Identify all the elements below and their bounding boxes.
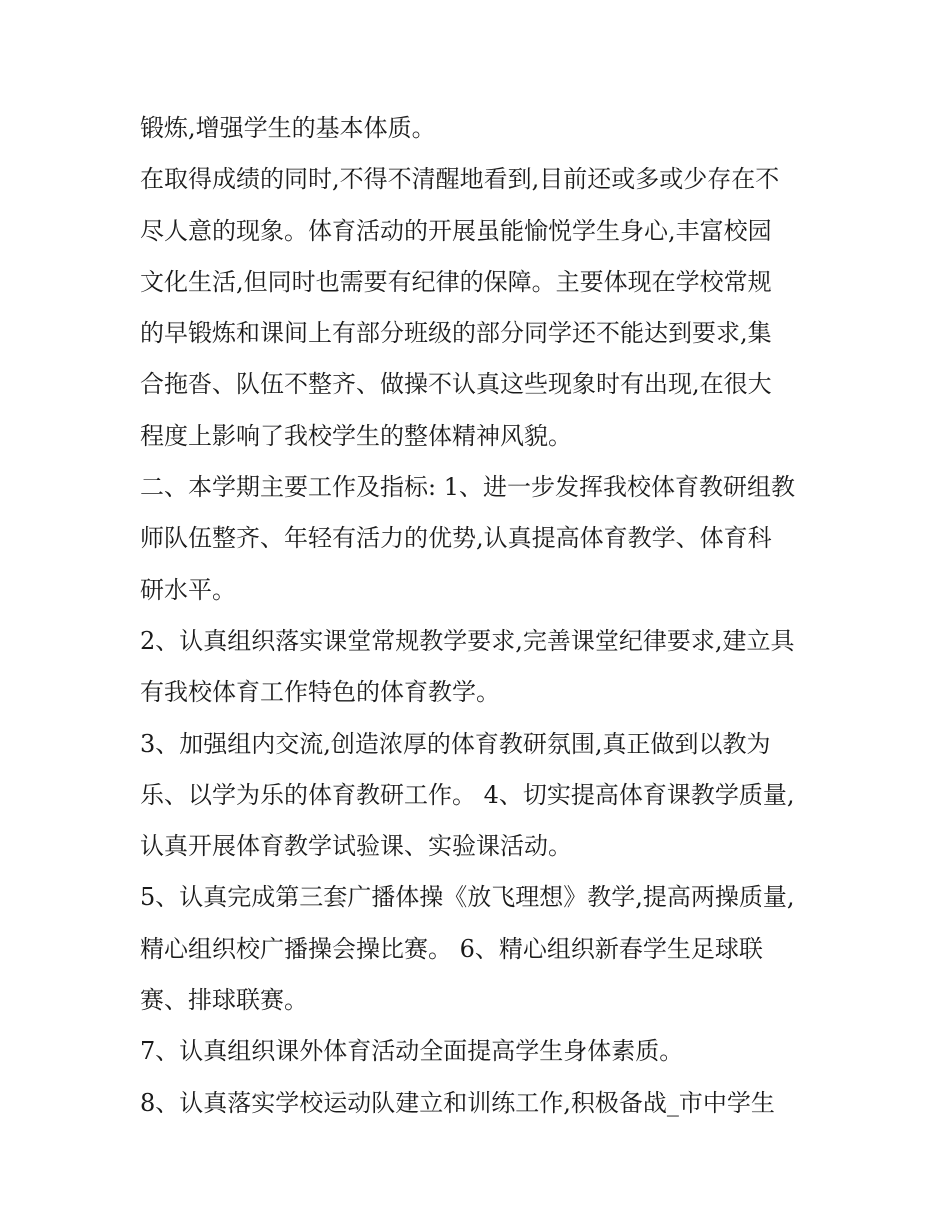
- text-line: 7、认真组织课外体育活动全面提高学生身体素质。: [140, 1037, 684, 1066]
- text-line: 赛、排球联赛。: [140, 986, 308, 1015]
- text-line: 在取得成绩的同时,不得不清醒地看到,目前还或多或少存在不: [140, 165, 780, 194]
- text-line: 有我校体育工作特色的体育教学。: [140, 678, 500, 707]
- document-body: [140, 103, 820, 1129]
- text-line: 2、认真组织落实课堂常规教学要求,完善课堂纪律要求,建立具: [140, 626, 795, 655]
- text-line: 二、本学期主要工作及指标: 1、进一步发挥我校体育教研组教: [140, 473, 795, 502]
- text-line: 文化生活,但同时也需要有纪律的保障。主要体现在学校常规: [140, 267, 772, 296]
- text-line: 3、加强组内交流,创造浓厚的体育教研氛围,真正做到以教为: [140, 729, 771, 758]
- text-line: 认真开展体育教学试验课、实验课活动。: [140, 832, 572, 861]
- text-line: 8、认真落实学校运动队建立和训练工作,积极备战_市中学生: [140, 1088, 775, 1117]
- text-line: 尽人意的现象。体育活动的开展虽能愉悦学生身心,丰富校园: [140, 216, 772, 245]
- text-line: 乐、以学为乐的体育教研工作。 4、切实提高体育课教学质量,: [140, 780, 795, 809]
- text-line: 精心组织校广播操会操比赛。 6、精心组织新春学生足球联: [140, 934, 763, 963]
- text-line: 研水平。: [140, 575, 236, 604]
- text-line: 合拖沓、队伍不整齐、做操不认真这些现象时有出现,在很大: [140, 370, 772, 399]
- text-line: 5、认真完成第三套广播体操《放飞理想》教学,提高两操质量,: [140, 883, 795, 912]
- text-line: 锻炼,增强学生的基本体质。: [140, 114, 436, 142]
- text-line: 的早锻炼和课间上有部分班级的部分同学还不能达到要求,集: [140, 319, 772, 348]
- text-line: 程度上影响了我校学生的整体精神风貌。: [140, 421, 572, 450]
- text-line: 师队伍整齐、年轻有活力的优势,认真提高体育教学、体育科: [140, 524, 772, 553]
